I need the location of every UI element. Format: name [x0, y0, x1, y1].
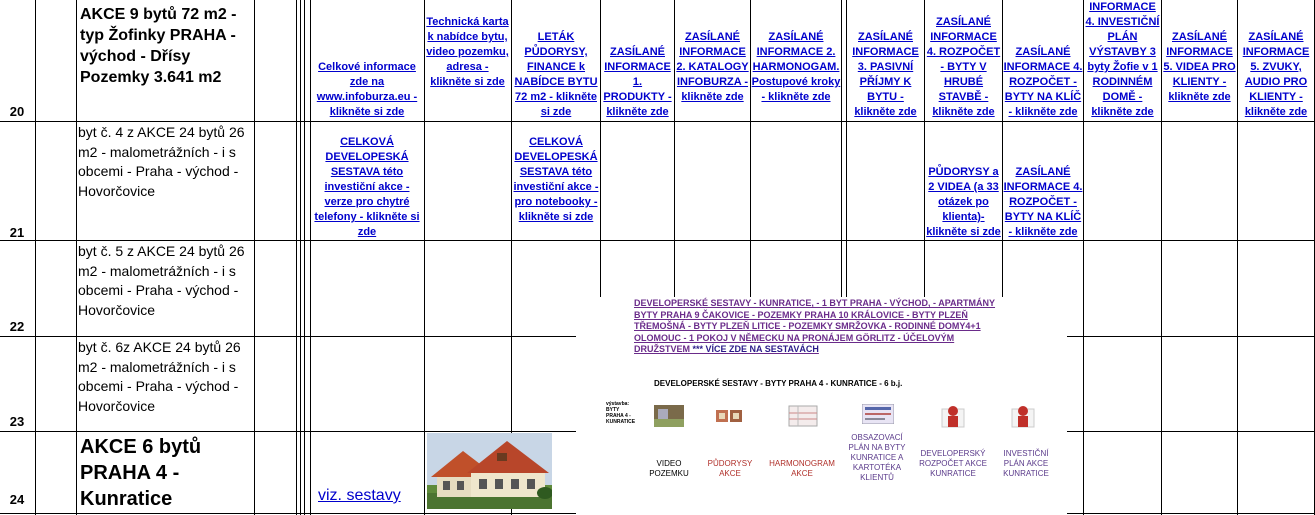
row20-link-budget-turnkey[interactable]: ZASÍLANÉ INFORMACE 4. ROZPOČET - BYTY NA KLÍČ - klikněte zde: [1003, 46, 1083, 118]
overlay-links[interactable]: [634, 298, 1004, 356]
overlay-more-link[interactable]: *** VÍCE ZDE NA SESTAVÁCH: [692, 344, 819, 354]
row20-link-catalogs[interactable]: ZASÍLANÉ INFORMACE 2. KATALOGY INFOBURZA - klikněte zde: [676, 31, 749, 103]
row20-link-investment-plan[interactable]: INFORMACE 4. INVESTIČNÍ PLÁN VÝSTAVBY 3 byty Žofie v 1 RODINNÉM DOMĚ - klikněte zde: [1085, 1, 1160, 118]
overlay-title: DEVELOPERSKÉ SESTAVY - BYTY PRAHA 4 - KUNRATICE - 6 b.j.: [654, 379, 903, 388]
overlay-links-text[interactable]: DEVELOPERSKÉ SESTAVY - KUNRATICE, - 1 BYT PRAHA - VÝCHOD, - APARTMÁNY BYTY PRAHA 9 ČAKOVICE - POZEMKY PRAHA 10 KRÁLOVICE - BYTY PLZEŇ TŘEMOŠNÁ - BYTY PLZEŇ LITICE - POZEMKY SMRŽOVKA - RODINNÉ DOMY4+1 OLOMOUC - 1 POKOJ V NĚMECKU NA PRONÁJEM GÖRLITZ - ÚČELOVÝM DRUŽSTVEM: [634, 298, 996, 354]
row21-link-set-phones[interactable]: CELKOVÁ DEVELOPESKÁ SESTAVA této investiční akce - verze pro chytré telefony - klikněte si zde: [314, 136, 420, 238]
row21-link-budget-turnkey[interactable]: ZASÍLANÉ INFORMACE 4. ROZPOČET - BYTY NA KLÍČ - klikněte zde: [1003, 166, 1083, 238]
row20-link-technical-card[interactable]: Technická karta k nabídce bytu, video pozemku, adresa - klikněte si zde: [426, 16, 509, 88]
row23-description: byt č. 6z AKCE 24 bytů 26 m2 - malometrážních - i s obcemi - Praha - východ - Hovorčovice: [78, 339, 241, 414]
caption-video[interactable]: VIDEO POZEMKU: [649, 459, 689, 478]
row20-link-passive-income[interactable]: ZASÍLANÉ INFORMACE 3. PASIVNÍ PŘÍJMY K BYTU - klikněte zde: [852, 31, 919, 118]
caption-investment[interactable]: INVESTIČNÍ PLÁN AKCE KUNRATICE: [1003, 449, 1049, 478]
caption-budget[interactable]: DEVELOPERSKÝ ROZPOČET AKCE KUNRATICE: [919, 449, 987, 478]
row21-link-floorplans[interactable]: PŮDORYSY a 2 VIDEA (a 33 otázek po klienta)- klikněte si zde: [926, 166, 1001, 238]
developer-sets-overlay: [576, 297, 1067, 515]
budget-person-icon[interactable]: [940, 403, 966, 434]
overlay-side-label: výstavba: BYTY PRAHA 4 - KUNRATICE: [606, 401, 636, 425]
row21-link-set-notebooks[interactable]: CELKOVÁ DEVELOPESKÁ SESTAVA této investiční akce - pro notebooky - klikněte si zde: [513, 136, 599, 223]
row20-title: AKCE 9 bytů 72 m2 - typ Žofinky PRAHA - východ - Dřísy Pozemky 3.641 m2: [80, 6, 237, 86]
row-number: 20: [9, 104, 25, 119]
caption-occupancy[interactable]: OBSAZOVACÍ PLÁN NA BYTY KUNRATICE A KARTOTÉKA KLIENTŮ: [848, 433, 906, 482]
row20-link-schedule[interactable]: ZASÍLANÉ INFORMACE 2. HARMONOGAM. Postupové kroky - klikněte zde: [751, 31, 841, 103]
row-number: 21: [9, 225, 25, 240]
row20-link-products[interactable]: ZASÍLANÉ INFORMACE 1. PRODUKTY - klikněte zde: [603, 46, 672, 118]
row-number: 24: [9, 492, 25, 507]
caption-schedule[interactable]: HARMONOGRAM AKCE: [769, 459, 835, 478]
row-number: 22: [9, 319, 25, 334]
caption-floorplans[interactable]: PŮDORYSY AKCE: [707, 459, 753, 478]
video-thumb-icon[interactable]: [654, 405, 684, 432]
investment-person-icon[interactable]: [1010, 403, 1036, 434]
row21-description: byt č. 4 z AKCE 24 bytů 26 m2 - malometrážních - i s obcemi - Praha - východ - Hovorčovice: [78, 124, 245, 199]
row20-link-general-info[interactable]: Celkové informace zde na www.infoburza.eu - klikněte si zde: [316, 61, 418, 118]
row24-title: AKCE 6 bytů PRAHA 4 - Kunratice: [80, 436, 202, 510]
row20-link-audio[interactable]: ZASÍLANÉ INFORMACE 5. ZVUKY, AUDIO PRO KLIENTY - klikněte zde: [1242, 31, 1310, 118]
row22-description: byt č. 5 z AKCE 24 bytů 26 m2 - malometrážních - i s obcemi - Praha - východ - Hovorčovice: [78, 243, 245, 318]
floorplan-thumb-icon[interactable]: [714, 406, 744, 431]
row24-link-see-sets[interactable]: viz. sestavy: [318, 487, 401, 504]
row20-link-videos[interactable]: ZASÍLANÉ INFORMACE 5. VIDEA PRO KLIENTY - klikněte zde: [1163, 31, 1236, 103]
row20-link-leaflet[interactable]: LETÁK PŮDORYSY, FINANCE k NABÍDCE BYTU 72 m2 - klikněte si zde: [514, 31, 598, 118]
row20-link-budget-shell[interactable]: ZASÍLANÉ INFORMACE 4. ROZPOČET - BYTY V HRUBÉ STAVBĚ - klikněte zde: [926, 16, 1001, 118]
house-render-image[interactable]: [427, 433, 552, 509]
schedule-thumb-icon[interactable]: [788, 405, 818, 432]
row-number: 23: [9, 414, 25, 429]
occupancy-thumb-icon[interactable]: [862, 404, 894, 429]
